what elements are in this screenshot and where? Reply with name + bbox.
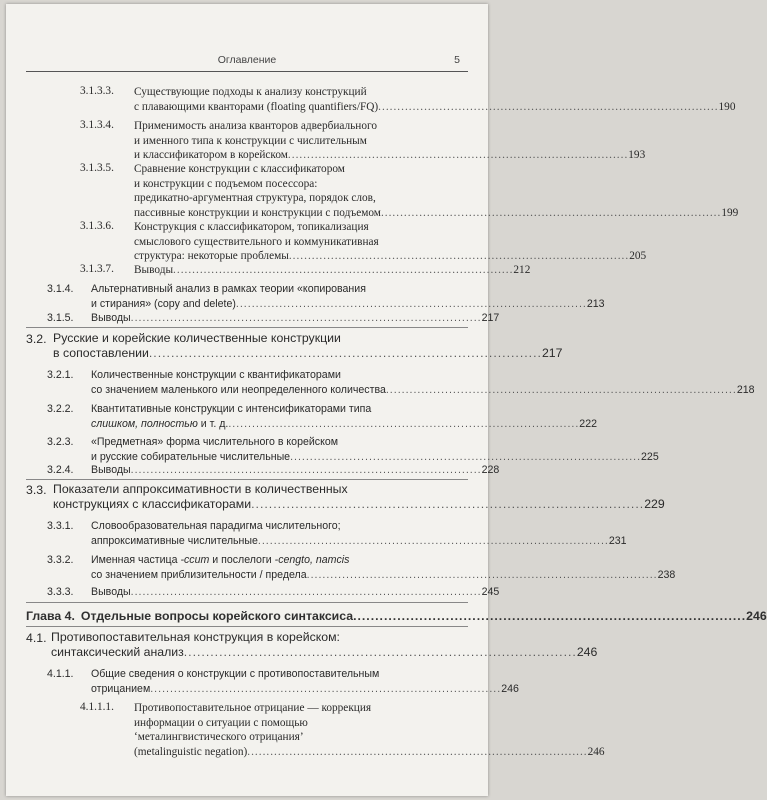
toc-title-line: информации о ситуации с помощью [134, 716, 308, 729]
toc-number: 3.3.3. [47, 586, 74, 598]
toc-number: 3.3.2. [47, 554, 74, 566]
leader-dots: ......................................................................................... [287, 149, 629, 161]
toc-page: 246 [746, 609, 767, 623]
leader-dots: ......................................................................................... [353, 609, 747, 623]
toc-page: 246 [587, 745, 605, 758]
section-divider [26, 327, 468, 328]
toc-title-line: структура: некоторые проблемы [134, 250, 289, 262]
toc-number: 3.1.3.3. [80, 85, 114, 97]
toc-title-italic: слишком, полностью [91, 417, 198, 430]
leader-dots: ......................................................................................... [306, 568, 658, 581]
leader-dots: ......................................................................................... [257, 534, 609, 547]
toc-title-line: синтаксический анализ [51, 644, 184, 659]
toc-title-line: и стирания» (copy and delete) [91, 297, 236, 310]
toc-title-line: Существующие подходы к анализу конструкций [134, 86, 367, 98]
leader-dots: ......................................................................................... [228, 417, 580, 430]
toc-page: 212 [513, 264, 531, 276]
toc-title-line: Противопоставительная конструкция в корейском: [51, 630, 340, 644]
toc-title-line: отрицанием [91, 682, 151, 695]
toc-number: 3.2.4. [47, 464, 74, 476]
toc-number: 3.1.3.4. [80, 119, 114, 131]
toc-title-line: со значением маленького или неопределенного количества [91, 383, 386, 396]
toc-title-line: смыслового существительного и коммуникативная [134, 235, 379, 248]
toc-title-line: со значением приблизительности / предела [91, 568, 307, 581]
toc-number: 4.1.1.1. [80, 701, 114, 713]
toc-title-line: и конструкции с подъемом посессора: [134, 177, 318, 190]
toc-chapter-number: Глава 4. [26, 609, 75, 623]
toc-title-line: и русские собирательные числительные [91, 450, 291, 463]
toc-title-text: Именная частица [91, 554, 181, 566]
toc-page: 217 [541, 345, 563, 360]
leader-dots: ......................................................................................... [148, 345, 542, 360]
toc-title-line: Количественные конструкции с квантификаторами [91, 369, 341, 381]
leader-dots: ......................................................................................... [288, 250, 630, 262]
toc-number: 3.3. [26, 483, 47, 497]
toc-page: 225 [641, 450, 659, 463]
toc-title-line: Сравнение конструкции с классификатором [134, 163, 345, 175]
toc-page: 217 [481, 312, 500, 324]
header-page-number: 5 [454, 54, 460, 66]
toc-title-line: Отдельные вопросы корейского синтаксиса [80, 609, 354, 623]
toc-title-line: пассивные конструкции и конструкции с подъемом [134, 206, 381, 219]
section-divider [26, 479, 468, 480]
toc-title-line: Конструкция с классификатором, топикализация [134, 221, 369, 233]
leader-dots: ......................................................................................... [380, 206, 722, 219]
toc-title-line: Выводы [91, 312, 131, 324]
leader-dots: ......................................................................................... [247, 745, 588, 758]
toc-page: 229 [644, 496, 665, 511]
leader-dots: ......................................................................................... [150, 682, 502, 695]
toc-title-line: аппроксимативные числительные [91, 534, 258, 547]
toc-number: 3.1.3.6. [80, 220, 114, 232]
toc-title-line: ‘металингвистического отрицания’ [134, 731, 304, 743]
toc-page: 228 [481, 464, 500, 476]
toc-title-line: с плавающими кванторами (floating quantifiers/FQ) [134, 100, 379, 113]
section-divider [26, 602, 468, 603]
leader-dots: ......................................................................................... [385, 383, 737, 396]
header-title: Оглавление [217, 54, 277, 66]
toc-page: 246 [501, 682, 519, 695]
toc-number: 3.2.1. [47, 369, 74, 381]
toc-page: 245 [481, 586, 500, 598]
toc-title-line: и именного типа к конструкции с числительным [134, 134, 367, 147]
toc-title-line: Показатели аппроксимативности в количественных [53, 482, 348, 496]
toc-title-line [91, 553, 465, 568]
running-header [6, 54, 488, 70]
toc-title-tail: и т. д. [197, 417, 229, 430]
toc-title-line [91, 417, 228, 432]
leader-dots: ......................................................................................... [235, 297, 587, 310]
toc-title-italic: -ссит [180, 554, 210, 566]
toc-title-line: Общие сведения о конструкции с противопоставительным [91, 668, 380, 680]
leader-dots: ......................................................................................... [130, 464, 482, 476]
toc-number: 3.3.1. [47, 520, 74, 532]
toc-title-line: Словообразовательная парадигма числительного; [91, 520, 341, 532]
toc-title-line: Применимость анализа кванторов адвербиального [134, 120, 377, 132]
leader-dots: ......................................................................................... [290, 450, 642, 463]
leader-dots: ......................................................................................... [130, 586, 482, 598]
toc-page: 238 [657, 568, 676, 581]
toc-page: 190 [718, 100, 736, 113]
toc-title-line: Квантитативные конструкции с интенсификаторами типа [91, 403, 372, 415]
toc-title-line: и классификатором в корейском [134, 149, 288, 161]
toc-title-line: Русские и корейские количественные конструкции [53, 331, 341, 345]
toc-title-line: предикатно-аргументная структура, порядок слов, [134, 192, 376, 204]
toc-page: 218 [736, 383, 755, 396]
toc-title-line: конструкциях с классификаторами [53, 496, 252, 511]
toc-title-line: (metalinguistic negation) [134, 745, 248, 758]
toc-number: 3.2. [26, 332, 47, 346]
toc-page: 231 [608, 534, 627, 547]
header-rule [26, 71, 468, 72]
leader-dots: ......................................................................................... [378, 100, 719, 113]
toc-title-line: Выводы [91, 586, 131, 598]
toc-title-line: Выводы [91, 464, 131, 476]
leader-dots: ......................................................................................... [251, 496, 645, 511]
toc-title-line: «Предметная» форма числительного в корейском [91, 436, 339, 448]
toc-number: 4.1. [26, 631, 47, 645]
toc-page: 199 [721, 206, 739, 219]
toc-title-line: Альтернативный анализ в рамках теории «копирования [91, 283, 366, 295]
toc-number: 3.1.3.5. [80, 162, 114, 174]
toc-number: 3.1.3.7. [80, 263, 114, 275]
toc-title-text: и послелоги [209, 554, 275, 566]
toc-title-line: в сопоставлении [53, 345, 149, 360]
toc-page: 193 [628, 149, 646, 161]
toc-number: 4.1.1. [47, 668, 74, 680]
leader-dots: ......................................................................................... [173, 264, 514, 276]
book-page [6, 4, 767, 796]
toc-title-italic: -cengto, namcis [274, 554, 350, 566]
toc-number: 3.1.4. [47, 283, 74, 295]
toc-number: 3.2.2. [47, 403, 74, 415]
toc-page: 222 [579, 417, 597, 430]
section-divider [26, 626, 468, 627]
toc-page: 246 [576, 644, 598, 659]
toc-number: 3.1.5. [47, 312, 74, 324]
leader-dots: ......................................................................................... [130, 312, 482, 324]
leader-dots: ......................................................................................... [183, 644, 577, 659]
toc-page: 213 [586, 297, 605, 310]
toc-page: 205 [629, 250, 647, 262]
toc-title-line: Выводы [134, 264, 174, 276]
toc-number: 3.2.3. [47, 436, 74, 448]
toc-title-line: Противопоставительное отрицание — коррекция [134, 702, 372, 714]
